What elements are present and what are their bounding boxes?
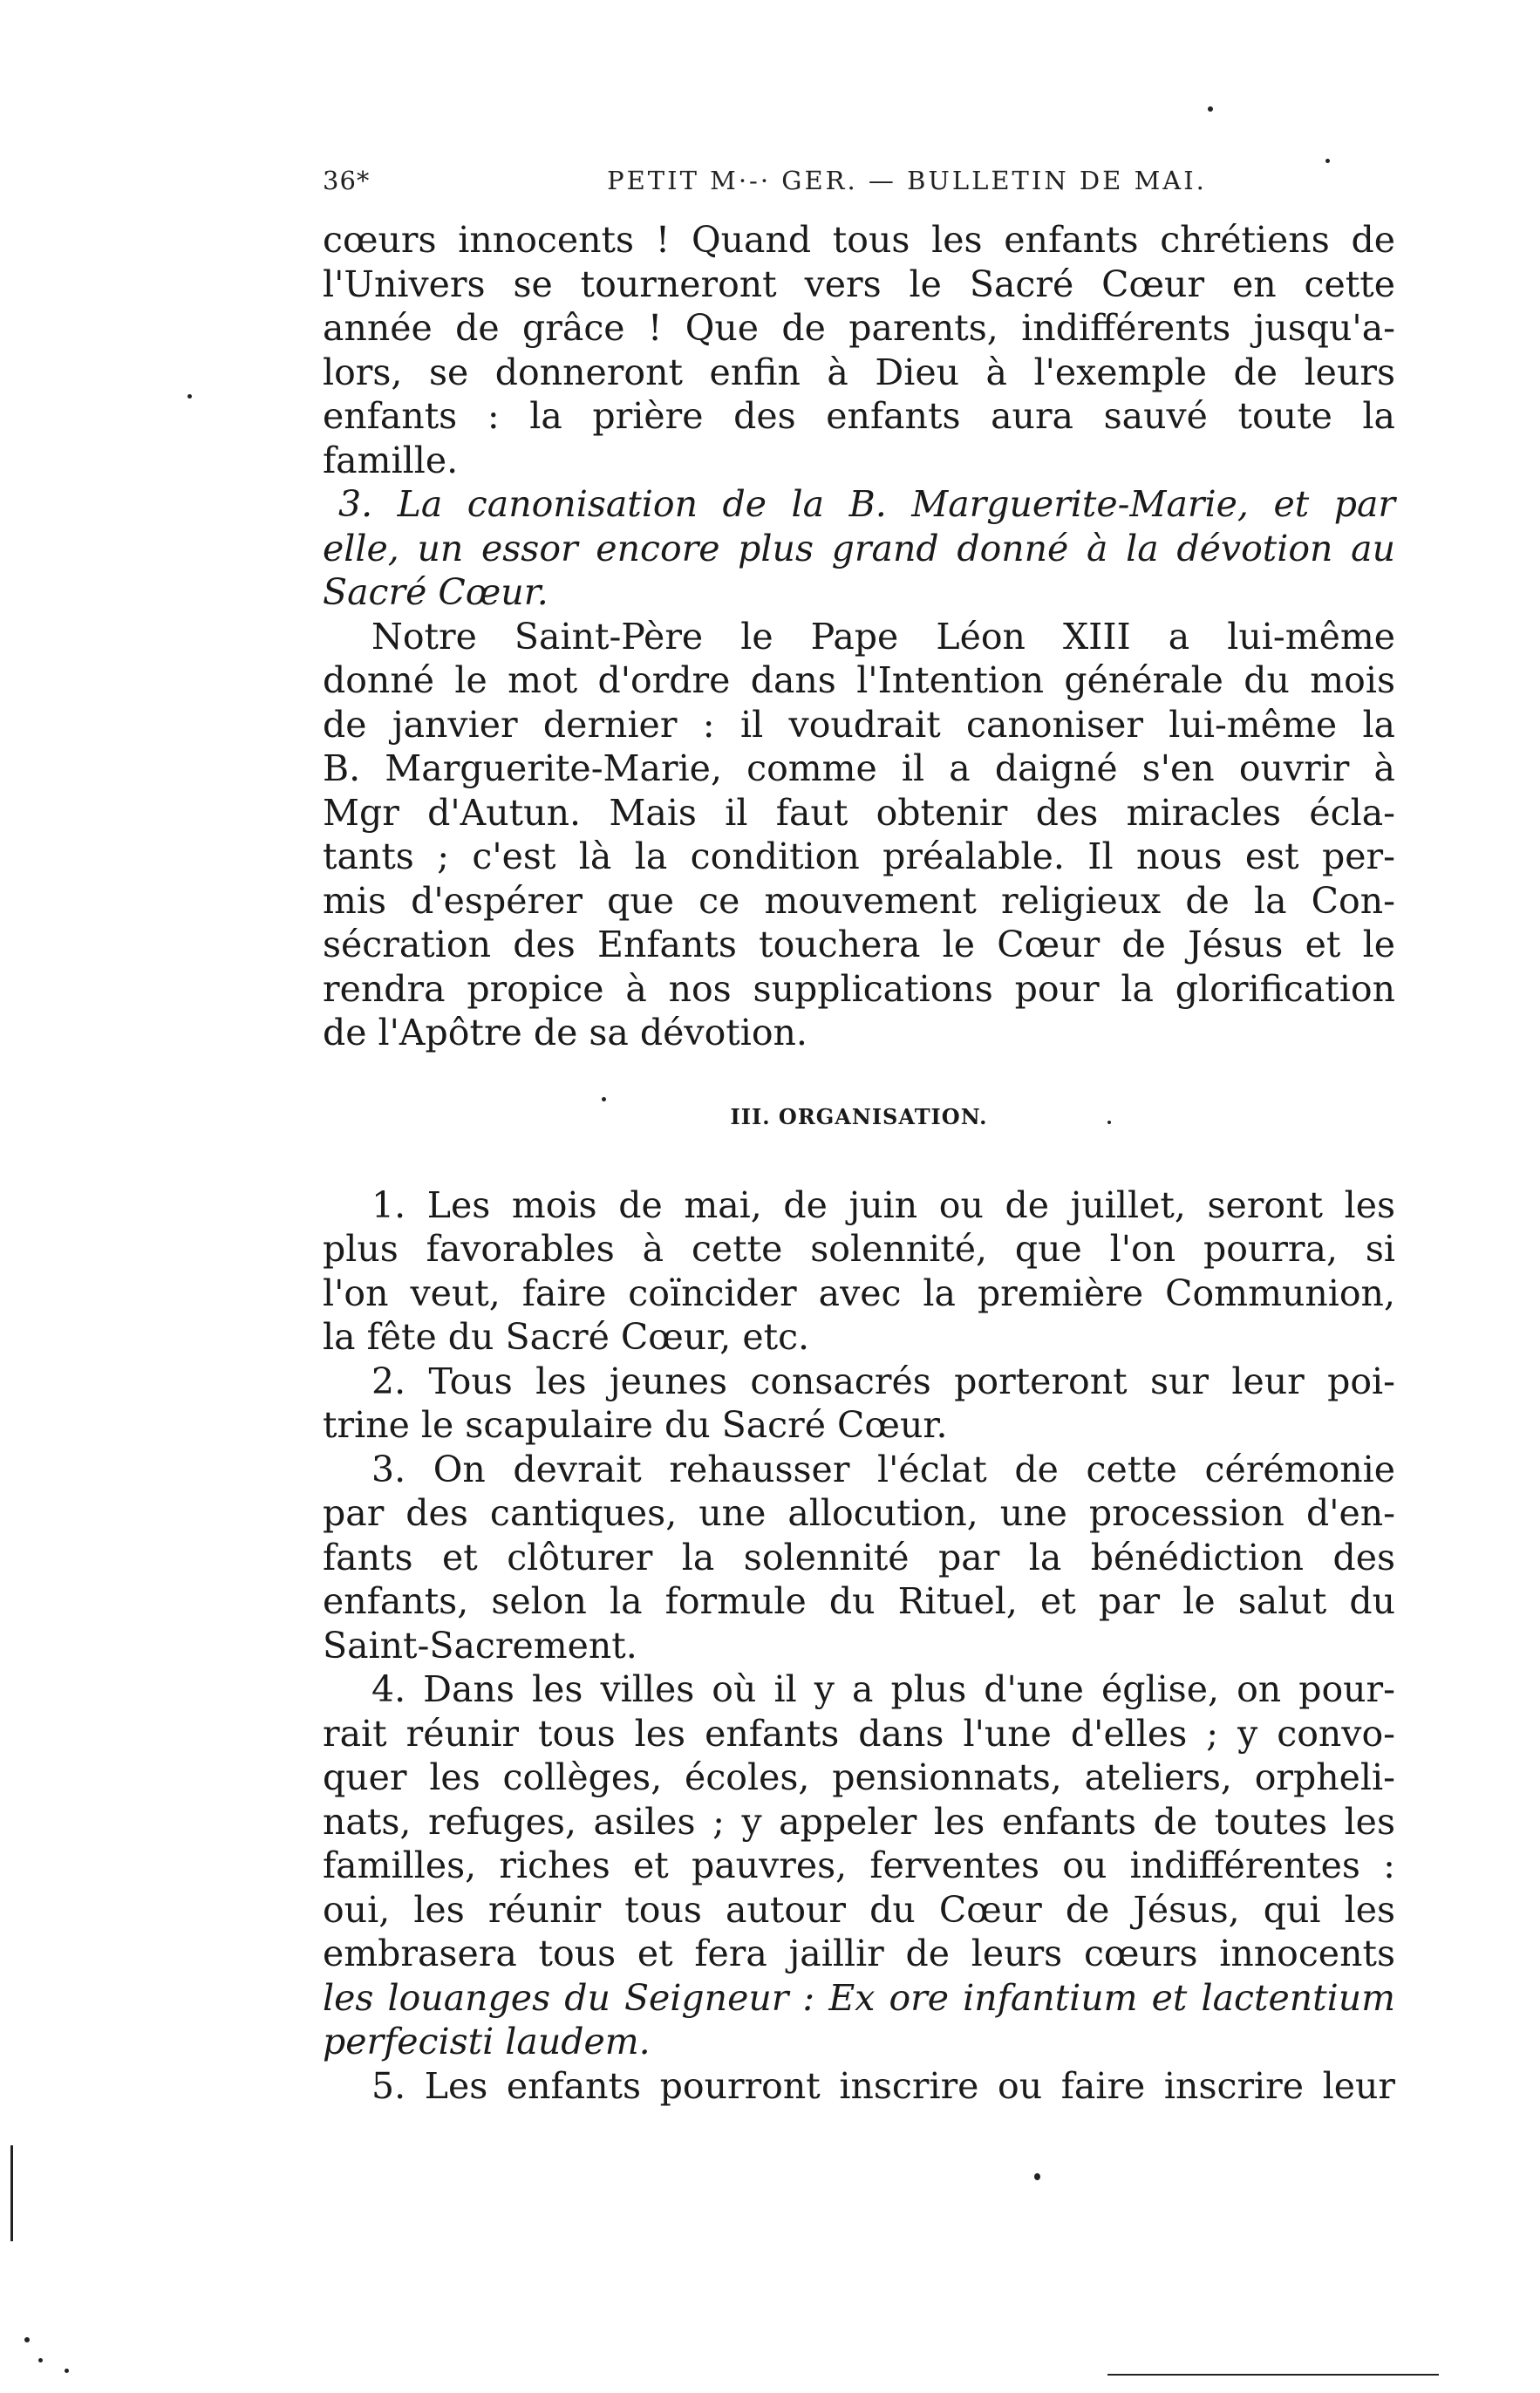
text-line: les louanges du Seigneur : Ex ore infantium et lactentium	[323, 1976, 1395, 2019]
scan-edge-mark	[10, 2145, 13, 2241]
text-line: l'Univers se tourneront vers le Sacré Cœur en cette	[323, 262, 1395, 305]
item-heading-line: Sacré Cœur.	[323, 571, 549, 613]
text-line: de l'Apôtre de sa dévotion.	[323, 1012, 807, 1053]
text-line: cœurs innocents ! Quand tous les enfants chrétiens de	[323, 219, 1395, 261]
scan-bottom-rule	[1107, 2374, 1439, 2376]
text-line: trine le scapulaire du Sacré Cœur.	[323, 1404, 948, 1446]
text-line: embrasera tous et fera jaillir de leurs cœurs innocents	[323, 1933, 1395, 1974]
text-line: Mgr d'Autun. Mais il faut obtenir des miracles écla-	[323, 791, 1395, 834]
text-line: plus favorables à cette solennité, que l'on pourra, si	[323, 1228, 1395, 1270]
list-item-line: 5. Les enfants pourront inscrire ou faire inscrire leur	[371, 2064, 1395, 2107]
text-line: l'on veut, faire coïncider avec la première Communion,	[323, 1271, 1395, 1314]
text-line: Saint-Sacrement.	[323, 1624, 637, 1667]
text-line: Notre Saint-Père le Pape Léon XIII a lui-même	[371, 615, 1395, 658]
text-line: de janvier dernier : il voudrait canoniser lui-même la	[323, 703, 1395, 746]
paragraph-opening	[323, 218, 1395, 1055]
paragraph-organisation	[323, 1183, 1395, 2109]
text-line: fants et clôturer la solennité par la bénédiction des	[323, 1536, 1395, 1578]
text-line: nats, refuges, asiles ; y appeler les enfants de toutes les	[323, 1800, 1395, 1843]
text-line: enfants, selon la formule du Rituel, et par le salut du	[323, 1580, 1395, 1622]
text-line: famille.	[323, 439, 459, 481]
section-heading: III. ORGANISATION.	[730, 1103, 988, 1129]
text-line: donné le mot d'ordre dans l'Intention générale du mois	[323, 659, 1395, 701]
text-line: année de grâce ! Que de parents, indifférents jusqu'a-	[323, 307, 1395, 349]
text-line: sécration des Enfants touchera le Cœur de Jésus et le	[323, 924, 1395, 965]
list-item-line: 1. Les mois de mai, de juin ou de juillet, seront les	[371, 1183, 1395, 1226]
text-line: la fête du Sacré Cœur, etc.	[323, 1316, 810, 1358]
text-line: oui, les réunir tous autour du Cœur de Jésus, qui les	[323, 1888, 1395, 1931]
text-line: mis d'espérer que ce mouvement religieux de la Con-	[323, 879, 1395, 922]
running-title: PETIT M·-· GER. — BULLETIN DE MAI.	[607, 166, 1207, 195]
text-line: rendra propice à nos supplications pour la glorification	[323, 967, 1395, 1010]
page-number: 36*	[323, 166, 371, 195]
text-line: lors, se donneront enfin à Dieu à l'exemple de leurs	[323, 351, 1395, 393]
text-line: perfecisti laudem.	[323, 2021, 651, 2062]
list-item-line: 3. On devrait rehausser l'éclat de cette cérémonie	[371, 1448, 1395, 1490]
running-header	[323, 166, 1395, 218]
list-item-line: 4. Dans les villes où il y a plus d'une église, on pour-	[371, 1668, 1395, 1710]
text-line: familles, riches et pauvres, ferventes ou indifférentes :	[323, 1844, 1395, 1886]
text-line: rait réunir tous les enfants dans l'une d'elles ; y convo-	[323, 1712, 1395, 1755]
item-heading-line: 3. La canonisation de la B. Marguerite-Marie, et par	[338, 483, 1395, 525]
page	[323, 166, 1395, 2108]
list-item-line: 2. Tous les jeunes consacrés porteront sur leur poi-	[371, 1360, 1395, 1402]
text-line: B. Marguerite-Marie, comme il a daigné s'en ouvrir à	[323, 747, 1395, 789]
text-line: par des cantiques, une allocution, une procession d'en-	[323, 1492, 1395, 1534]
text-line: tants ; c'est là la condition préalable. Il nous est per-	[323, 835, 1395, 877]
text-line: quer les collèges, écoles, pensionnats, ateliers, orpheli-	[323, 1756, 1395, 1798]
text-line: enfants : la prière des enfants aura sauvé toute la	[323, 395, 1395, 437]
item-heading-line: elle, un essor encore plus grand donné à la dévotion au	[323, 527, 1395, 569]
